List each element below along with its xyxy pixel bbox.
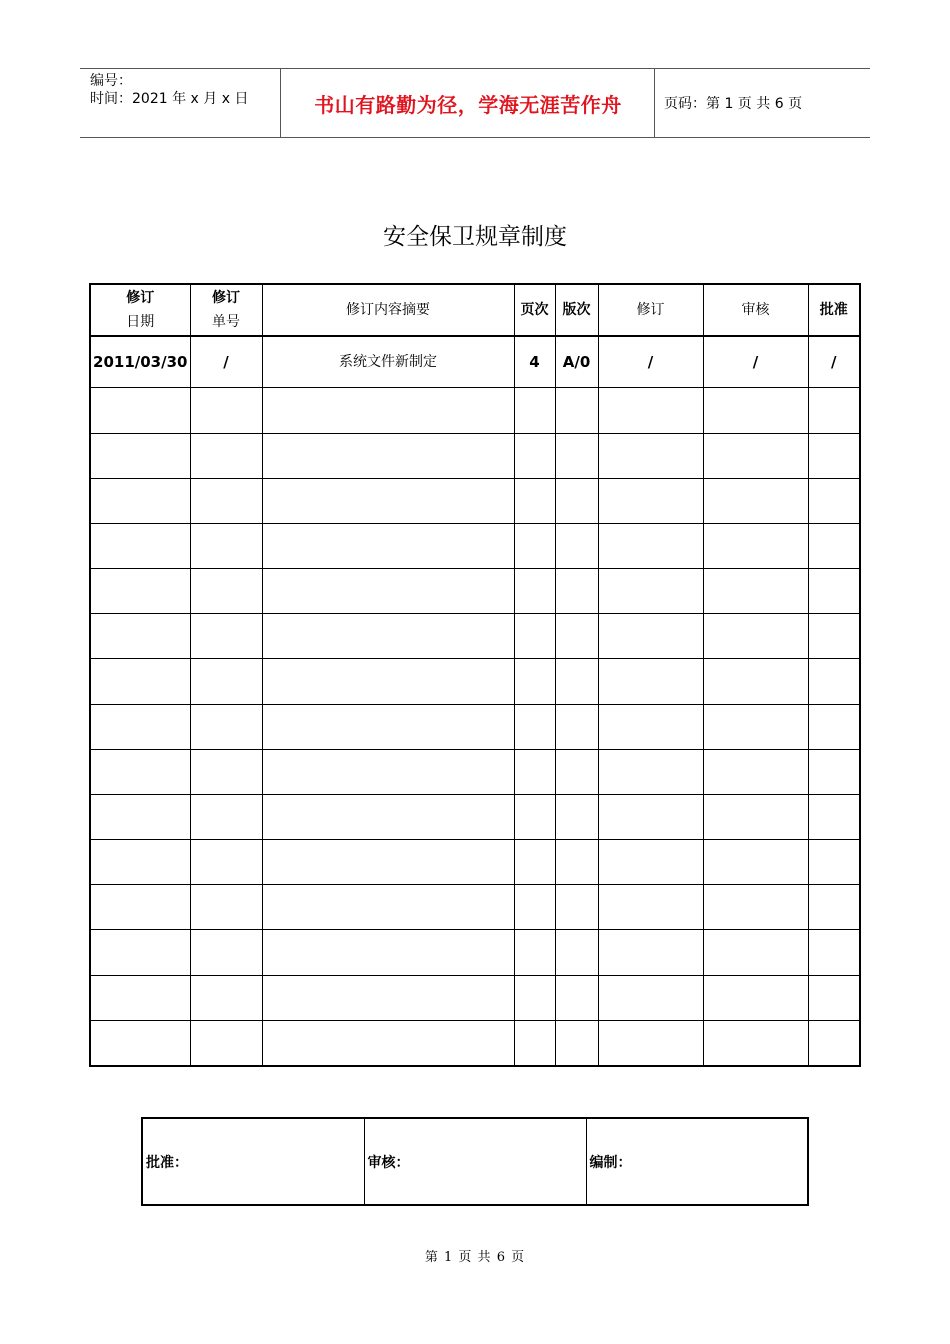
table-row [90,336,860,388]
empty-cell[interactable] [598,388,703,433]
empty-cell[interactable] [808,975,860,1020]
empty-cell[interactable] [598,569,703,614]
empty-cell[interactable] [262,523,514,568]
header-cell: 修订 日期 [90,284,190,336]
table-row [90,930,860,975]
review-field[interactable]: 审核： [364,1118,586,1205]
empty-cell[interactable] [190,749,262,794]
empty-cell[interactable] [555,614,598,659]
table-row [90,433,860,478]
empty-cell[interactable] [514,975,555,1020]
document-time-label: 时间：2021 年 x 月 x 日 [90,91,249,107]
document-number-label: 编号： [90,73,132,89]
empty-cell[interactable] [555,388,598,433]
empty-cell[interactable] [703,885,808,930]
empty-cell[interactable] [808,433,860,478]
empty-cell[interactable] [514,930,555,975]
empty-cell[interactable] [703,794,808,839]
empty-cell[interactable] [555,840,598,885]
empty-cell[interactable] [514,388,555,433]
empty-cell[interactable] [598,704,703,749]
empty-cell[interactable] [262,794,514,839]
table-row [90,523,860,568]
page-header [80,68,870,138]
empty-cell[interactable] [262,478,514,523]
empty-cell[interactable] [90,975,190,1020]
reviewed-by-cell: / [703,336,808,388]
empty-cell[interactable] [514,614,555,659]
empty-cell[interactable] [808,794,860,839]
empty-cell[interactable] [808,930,860,975]
empty-cell[interactable] [190,975,262,1020]
empty-cell[interactable] [703,478,808,523]
empty-cell[interactable] [514,704,555,749]
empty-cell[interactable] [90,523,190,568]
table-row [90,388,860,433]
empty-cell[interactable] [703,523,808,568]
empty-cell[interactable] [555,569,598,614]
empty-cell[interactable] [514,794,555,839]
empty-cell[interactable] [90,704,190,749]
empty-cell[interactable] [190,478,262,523]
empty-cell[interactable] [598,433,703,478]
table-row [90,975,860,1020]
empty-cell[interactable] [514,840,555,885]
empty-cell[interactable] [514,885,555,930]
empty-cell[interactable] [90,1020,190,1066]
empty-cell[interactable] [514,1020,555,1066]
empty-cell[interactable] [262,704,514,749]
header-motto: 书山有路勤为径，学海无涯苦作舟 [282,69,655,137]
empty-cell[interactable] [90,749,190,794]
empty-cell[interactable] [190,1020,262,1066]
revision-table [89,283,861,1067]
empty-cell[interactable] [598,1020,703,1066]
empty-cell[interactable] [514,478,555,523]
empty-cell[interactable] [555,885,598,930]
empty-cell[interactable] [555,749,598,794]
prepare-field[interactable]: 编制： [586,1118,808,1205]
empty-cell[interactable] [598,794,703,839]
empty-cell[interactable] [703,569,808,614]
empty-cell[interactable] [808,659,860,704]
empty-cell[interactable] [90,569,190,614]
empty-cell[interactable] [190,388,262,433]
empty-cell[interactable] [703,659,808,704]
empty-cell[interactable] [514,523,555,568]
empty-cell[interactable] [90,614,190,659]
empty-cell[interactable] [808,704,860,749]
table-row [90,659,860,704]
empty-cell[interactable] [90,433,190,478]
empty-cell[interactable] [555,523,598,568]
revision-number-cell: / [190,336,262,388]
empty-cell[interactable] [808,569,860,614]
empty-cell[interactable] [598,659,703,704]
empty-cell[interactable] [514,569,555,614]
table-row [90,614,860,659]
empty-cell[interactable] [598,478,703,523]
empty-cell[interactable] [262,840,514,885]
page-footer: 第 1 页 共 6 页 [424,1250,526,1265]
empty-cell[interactable] [555,975,598,1020]
empty-cell[interactable] [262,930,514,975]
table-row [90,1020,860,1066]
empty-cell[interactable] [514,659,555,704]
empty-cell[interactable] [703,975,808,1020]
empty-cell[interactable] [703,704,808,749]
empty-cell[interactable] [262,569,514,614]
empty-cell[interactable] [555,1020,598,1066]
empty-cell[interactable] [808,523,860,568]
empty-cell[interactable] [703,1020,808,1066]
table-row [90,840,860,885]
empty-cell[interactable] [598,614,703,659]
empty-cell[interactable] [703,433,808,478]
empty-cell[interactable] [555,704,598,749]
header-cell: 版次 [555,284,598,336]
empty-cell[interactable] [190,794,262,839]
page-count-cell: 4 [514,336,555,388]
header-meta [80,69,281,137]
header-page-code: 页码：第 1 页 共 6 页 [664,96,803,112]
table-row [90,794,860,839]
empty-cell[interactable] [808,388,860,433]
table-row [90,704,860,749]
empty-cell[interactable] [598,749,703,794]
approve-field[interactable]: 批准： [142,1118,364,1205]
empty-cell[interactable] [598,930,703,975]
empty-cell[interactable] [703,930,808,975]
empty-cell[interactable] [90,930,190,975]
empty-cell[interactable] [598,523,703,568]
revised-by-cell: / [598,336,703,388]
empty-cell[interactable] [90,659,190,704]
approved-by-cell: / [808,336,860,388]
empty-cell[interactable] [190,523,262,568]
empty-cell[interactable] [90,885,190,930]
empty-cell[interactable] [90,478,190,523]
empty-cell[interactable] [703,840,808,885]
empty-cell[interactable] [808,478,860,523]
empty-cell[interactable] [703,614,808,659]
empty-cell[interactable] [262,388,514,433]
empty-cell[interactable] [190,569,262,614]
empty-cell[interactable] [555,478,598,523]
empty-cell[interactable] [703,749,808,794]
revision-summary-cell: 系统文件新制定 [262,336,514,388]
empty-cell[interactable] [90,388,190,433]
empty-cell[interactable] [262,433,514,478]
empty-cell[interactable] [190,659,262,704]
empty-cell[interactable] [808,1020,860,1066]
empty-cell[interactable] [262,614,514,659]
header-cell: 页次 [514,284,555,336]
empty-cell[interactable] [190,840,262,885]
revision-table-header [90,284,860,336]
table-row [90,478,860,523]
empty-cell[interactable] [808,749,860,794]
header-cell: 修订 [598,284,703,336]
empty-cell[interactable] [514,749,555,794]
empty-cell[interactable] [703,388,808,433]
empty-cell[interactable] [555,659,598,704]
empty-cell[interactable] [808,840,860,885]
empty-cell[interactable] [262,659,514,704]
header-cell: 批准 [808,284,860,336]
signoff-table [141,1117,809,1206]
header-cell: 审核 [703,284,808,336]
empty-cell[interactable] [598,885,703,930]
table-row [90,885,860,930]
table-row [90,749,860,794]
empty-cell[interactable] [808,614,860,659]
revision-date-cell: 2011/03/30 [90,336,190,388]
empty-cell[interactable] [90,840,190,885]
header-cell: 修订内容摘要 [262,284,514,336]
empty-cell[interactable] [190,885,262,930]
empty-cell[interactable] [808,885,860,930]
empty-cell[interactable] [262,749,514,794]
header-cell: 修订 单号 [190,284,262,336]
empty-cell[interactable] [598,840,703,885]
page-title: 安全保卫规章制度 [383,224,567,250]
empty-cell[interactable] [555,433,598,478]
table-row [90,569,860,614]
empty-cell[interactable] [190,614,262,659]
empty-cell[interactable] [190,433,262,478]
empty-cell[interactable] [262,1020,514,1066]
empty-cell[interactable] [90,794,190,839]
empty-cell[interactable] [555,794,598,839]
empty-cell[interactable] [598,975,703,1020]
empty-cell[interactable] [262,885,514,930]
empty-cell[interactable] [190,704,262,749]
empty-cell[interactable] [555,930,598,975]
empty-cell[interactable] [514,433,555,478]
version-cell: A/0 [555,336,598,388]
empty-cell[interactable] [190,930,262,975]
empty-cell[interactable] [262,975,514,1020]
